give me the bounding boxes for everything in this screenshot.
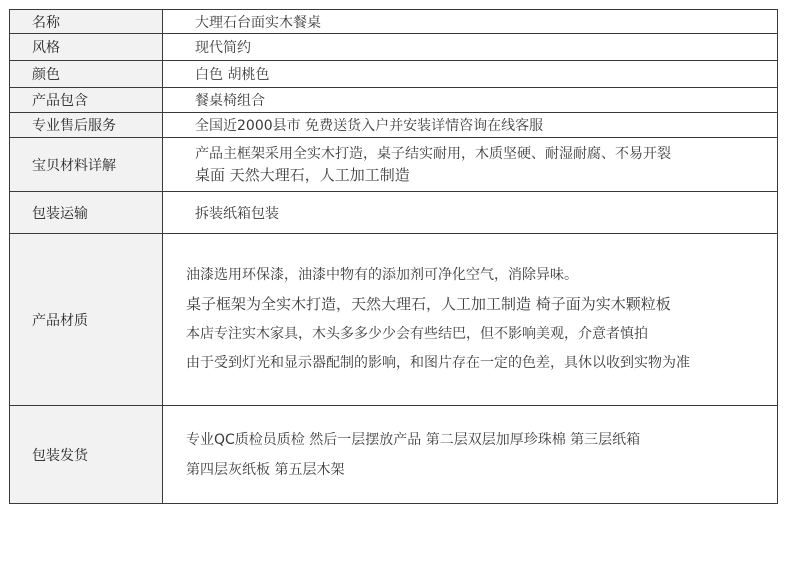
spec-label-style: 风格	[10, 34, 163, 61]
spec-row-packaging	[10, 192, 778, 234]
shipping-line: 第四层灰纸板 第五层木架	[186, 461, 345, 478]
spec-label-packaging: 包装运输	[10, 192, 163, 234]
spec-value-style: 现代简约	[163, 34, 778, 61]
material-line: 由于受到灯光和显示器配制的影响，和图片存在一定的色差，具休以收到实物为准	[186, 355, 690, 371]
spec-row-material	[10, 234, 778, 406]
spec-value-packaging: 拆装纸箱包装	[163, 192, 778, 234]
spec-row-shipping	[10, 406, 778, 504]
spec-label-color: 颜色	[10, 61, 163, 88]
material-line: 本店专注实木家具，木头多多少少会有些结巴，但不影响美观，介意者慎拍	[186, 325, 648, 342]
spec-value-shipping	[163, 406, 778, 504]
spec-value-color: 白色 胡桃色	[163, 61, 778, 88]
shipping-line: 专业QC质检员质检 然后一层摆放产品 第二层双层加厚珍珠棉 第三层纸箱	[186, 431, 641, 448]
product-spec-table	[9, 9, 778, 504]
spec-value-material-detail	[163, 138, 778, 192]
material-detail-line: 产品主框架采用全实木打造，桌子结实耐用，木质坚硬、耐湿耐腐、不易开裂	[195, 145, 671, 162]
spec-row-includes	[10, 88, 778, 113]
material-detail-line: 桌面 天然大理石，人工加工制造	[195, 165, 410, 184]
spec-value-includes: 餐桌椅组合	[163, 88, 778, 113]
material-line: 油漆选用环保漆，油漆中物有的添加剂可净化空气，消除异味。	[186, 266, 578, 283]
spec-row-service	[10, 113, 778, 138]
spec-value-material	[163, 234, 778, 406]
spec-row-material-detail	[10, 138, 778, 192]
spec-label-includes: 产品包含	[10, 88, 163, 113]
spec-value-service: 全国近2000县市 免费送货入户并安装详情咨询在线客服	[163, 113, 778, 138]
material-line: 桌子框架为全实木打造，天然大理石，人工加工制造 椅子面为实木颗粒板	[186, 295, 671, 313]
spec-row-style	[10, 34, 778, 61]
spec-label-material: 产品材质	[10, 234, 163, 406]
spec-value-name: 大理石台面实木餐桌	[163, 10, 778, 34]
spec-label-material-detail: 宝贝材料详解	[10, 138, 163, 192]
spec-label-shipping: 包装发货	[10, 406, 163, 504]
spec-label-name: 名称	[10, 10, 163, 34]
spec-label-service: 专业售后服务	[10, 113, 163, 138]
spec-row-name	[10, 10, 778, 34]
spec-row-color	[10, 61, 778, 88]
